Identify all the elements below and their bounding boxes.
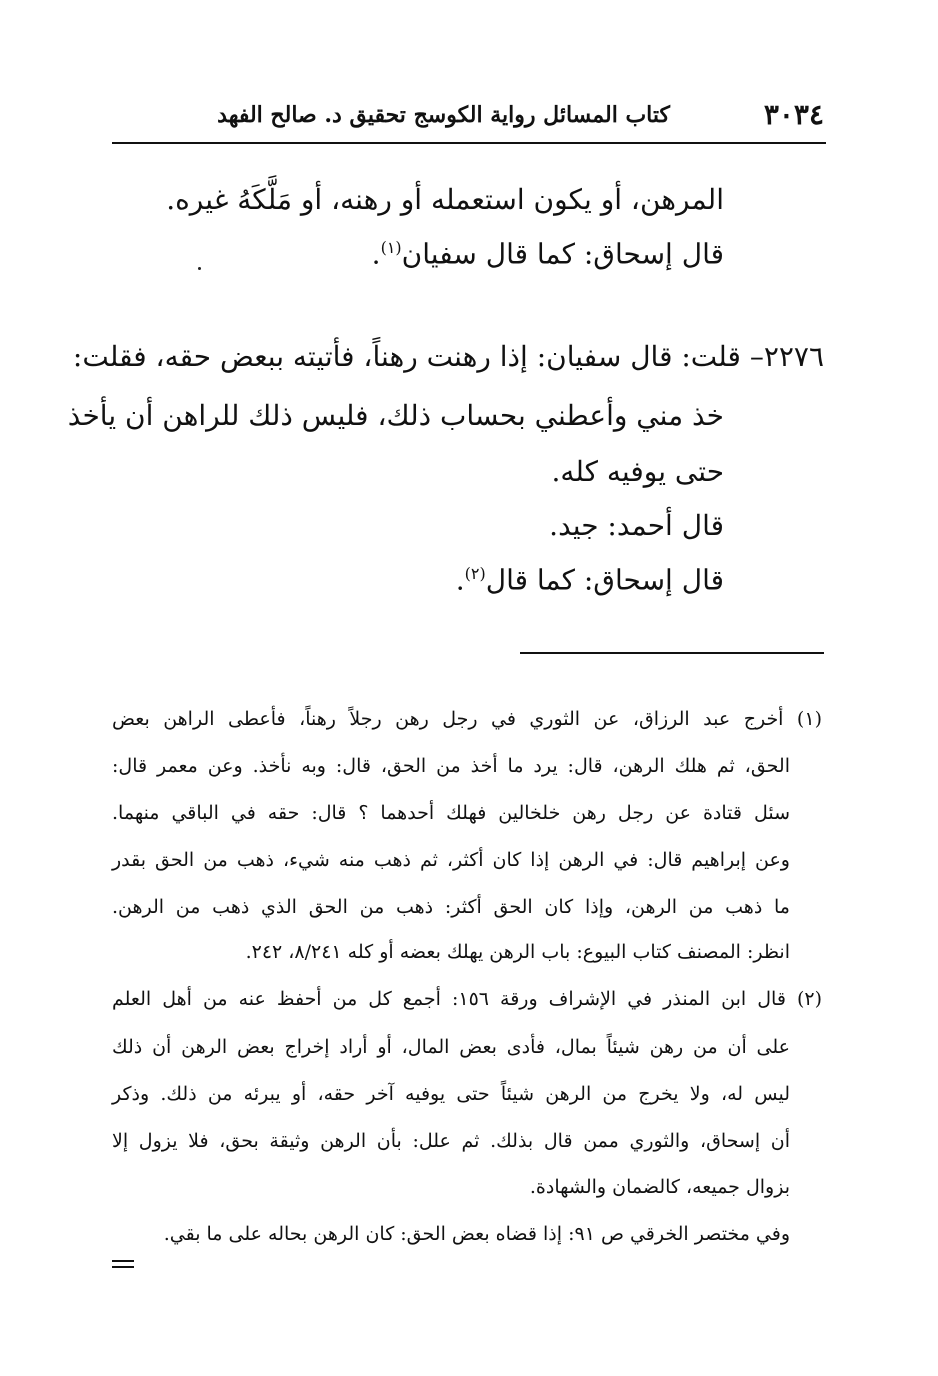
footnote-line: ما ذهب من الرهن، وإذا كان الحق أكثر: ذهب من الحق الذي ذهب من الرهن. xyxy=(112,896,790,918)
footnote-line: ليس له، ولا يخرج من الرهن شيئاً حتى يوفيه آخر حقه، أو يبرئه من ذلك. وذكر xyxy=(112,1083,790,1105)
stray-dot xyxy=(198,267,201,270)
body-line-2: قال إسحاق: كما قال سفيان$^{(١)}$. xyxy=(371,237,724,271)
body-line-5: حتى يوفيه كله. xyxy=(551,455,724,488)
body-line-1: المرهن، أو يكون استعمله أو رهنه، أو مَلَّكَهُ غيره. xyxy=(166,183,724,216)
footnote-line: (١) أخرج عبد الرزاق، عن الثوري في رجل رهن رجلاً رهناً، فأعطى الراهن بعض xyxy=(112,708,822,730)
body-line-7: قال إسحاق: كما قال$^{(٢)}$. xyxy=(455,563,724,597)
running-title: كتاب المسائل رواية الكوسج تحقيق د. صالح الفهد xyxy=(217,102,670,128)
footnote-ref-1: (١) xyxy=(380,238,402,257)
footnote-line: انظر: المصنف كتاب البيوع: باب الرهن يهلك بعضه أو كله ٨/٢٤١، ٢٤٢. xyxy=(245,941,790,963)
body-line-3: ٢٢٧٦– قلت: قال سفيان: إذا رهنت رهناً، فأتيته ببعض حقه، فقلت: xyxy=(72,340,824,373)
footnote-line: أن إسحاق، والثوري ممن قال بذلك. ثم علل: بأن الرهن وثيقة بحق، فلا يزول إلا xyxy=(112,1130,790,1152)
footnote-line: (٢) قال ابن المنذر في الإشراف ورقة ١٥٦: أجمع كل من أحفظ عنه من أهل العلم xyxy=(112,988,822,1010)
footnote-line: بزوال جميعه، كالضمان والشهادة. xyxy=(529,1176,790,1198)
footnote-ref-2: (٢) xyxy=(464,564,486,583)
footnote-line: على أن من رهن شيئاً بمال، فأدى بعض المال، أو أراد إخراج بعض الرهن أن ذلك xyxy=(112,1036,790,1058)
footnote-line: سئل قتادة عن رجل رهن خلخالين فهلك أحدهما ؟ قال: حقه في الباقي منهما. xyxy=(112,802,790,824)
body-line-6: قال أحمد: جيد. xyxy=(549,509,724,542)
continuation-mark xyxy=(112,1260,134,1268)
footnote-line: وفي مختصر الخرقي ص ٩١: إذا قضاه بعض الحق: كان الرهن بحاله على ما بقي. xyxy=(163,1223,790,1245)
footnote-line: وعن إبراهيم قال: في الرهن إذا كان أكثر، ثم ذهب منه شيء، ذهب من الحق بقدر xyxy=(112,849,790,871)
footnote-separator xyxy=(520,652,824,654)
page-header xyxy=(112,96,824,140)
body-line-4: خذ مني وأعطني بحساب ذلك، فليس ذلك للراهن أن يأخذ xyxy=(67,399,724,432)
header-rule xyxy=(112,142,826,144)
page-number: ٣٠٣٤ xyxy=(763,98,824,131)
footnote-line: الحق، ثم هلك الرهن، قال: يرد ما أخذ من الحق، قال: وبه نأخذ. وعن معمر قال: xyxy=(112,755,790,777)
